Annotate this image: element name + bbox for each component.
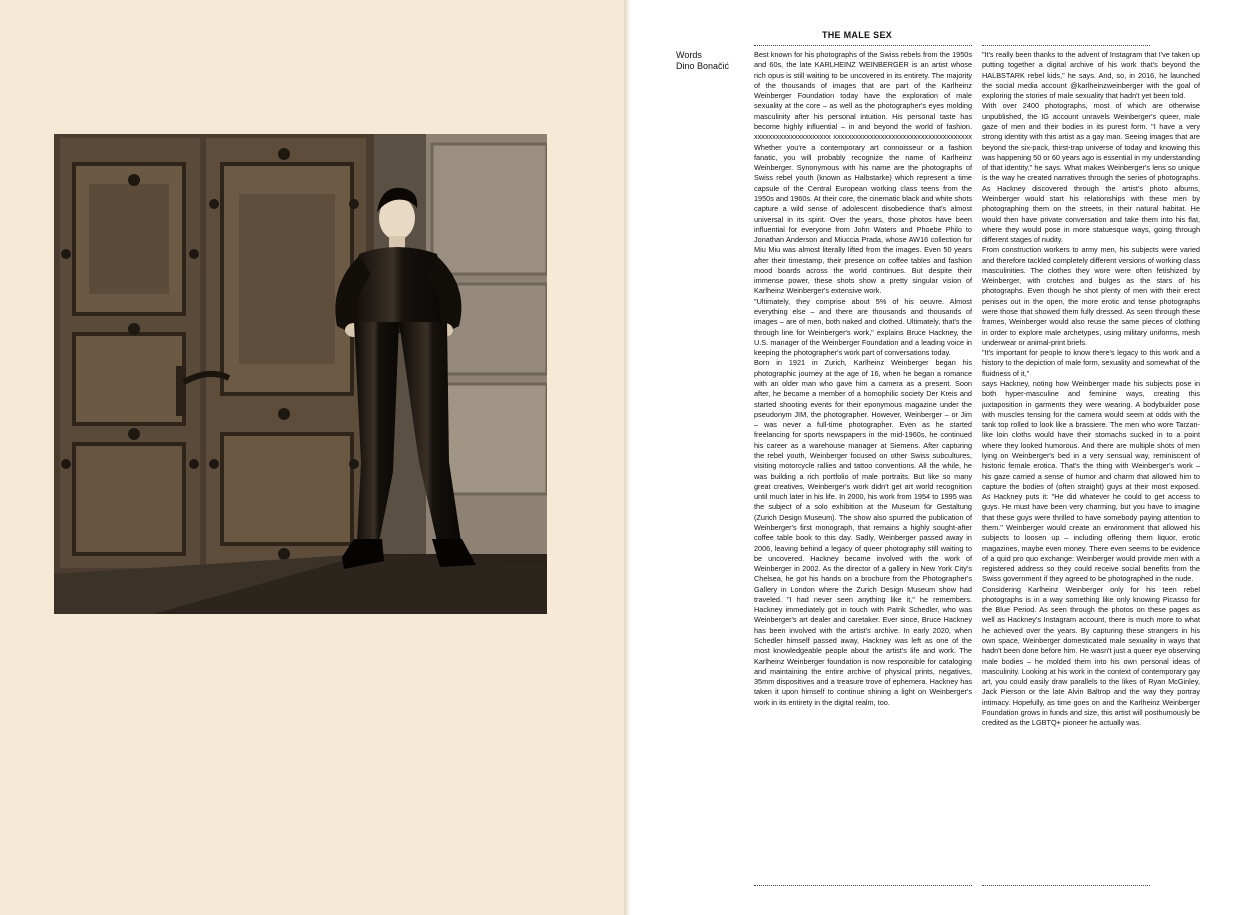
article-column-2 [982,50,1200,896]
paragraph: "It's important for people to know there's legacy to this work and a history to the depiction of male form, sexuality and somewhat of the fluidness of it," [982,348,1200,378]
byline [676,50,729,72]
top-rule-right [982,45,1150,46]
byline-label: Words [676,50,702,60]
section-title: THE MALE SEX [821,30,893,40]
article-column-1 [754,50,972,896]
paragraph: Born in 1921 in Zurich, Karlheinz Weinberger began his photographic journey at the age of 16, when he began a romance with an older man who gave him a camera as a present. Soon after, he became a member of a homophilic society Der Kreis and started shooting events for their eponymous magazine under the pseudonym JIM, the photographer. However, Weinberger – or Jim – was never a full-time photographer. Even as he started freelancing for sports newspapers in the mid-1960s, he continued his career as a warehouse manager at Siemens. After capturing the rebel youth, Weinberger focused on other Swiss subcultures, visiting motorcycle rallies and tattoo conventions. All the while, he was building a rich portfolio of male portraits. But like so many great creatives, Weinberger's work didn't get art world recognition until much later in his life. In 2000, his work from 1954 to 1995 was the subject of a solo exhibition at the Museum für Gestaltung (Zurich Design Museum). The show also spurred the publication of Weinberger's first monograph, that remains a highly sought-after coffee table book to this day. Sadly, Weinberger passed away in 2006, leaving behind a legacy of queer photography still waiting to be uncovered. Hackney became involved with the work of Weinberger in 2002. As the director of a gallery in New York City's Chelsea, he got his hands on a brochure from the Photographer's Gallery in London where the Zurich Design Museum show had traveled. "I had never seen anything like it," he remembers. Hackney immediately got in touch with Patrik Schedler, who was Weinberger's art dealer and caretaker. Ever since, Bruce Hackney has been involved with the artist's archive. In early 2020, when Schedler himself passed away, Hackney was left as one of the most knowledgeable people about the artist's life and work. The Karlheinz Weinberger foundation is now responsible for cataloging and maintaining the entire archive of physical prints, negatives, 35mm dispositives and a treasure trove of ephemera. Hackney has taken it upon himself to continue shining a light on Weinberger's work in its entirety in the digital realm, too. [754,358,972,707]
paragraph: Best known for his photographs of the Swiss rebels from the 1950s and 60s, the late KARLHEINZ WEINBERGER is an artist whose rich opus is still waiting to be uncovered in its entirety. The majority of the thousands of images that are part of the Karlheinz Weinberger Foundation today have the exploration of male sexuality at the core – as well as the photographer's eyes molding masculinity after his personal intuition. His personal taste has become highly influential – in and beyond the world of fashion. xxxxxxxxxxxxxxxxxxxxx xxxxxxxxxxxxxxxxxxxxxxxxxxxxxxxxxxxxxx Whether you're a contemporary art connoisseur or a fashion fanatic, you will probably recognize the name of Karlheinz Weinberger. Synonymous with his name are the photographs of Swiss rebel youth (known as Halbstarke) which represent a time capsule of the Central European working class teens from the 1950s and 1960s. At their core, the cinematic black and white shots capture a wild sense of adolescent disobedience that's almost universal in its spirit. Over the years, those photos have been influential for everyone from John Waters and Phoebe Philo to Jonathan Anderson and Miuccia Prada, whose AW16 collection for Miu Miu was almost literally lifted from the images. Even 50 years after their timestamp, their presence on coffee tables and fashion mood boards across the world continues. But despite their immense power, these shots show a pretty singular vision of Karlheinz Weinberger's extensive work. [754,50,972,296]
paragraph: "It's really been thanks to the advent of Instagram that I've taken up putting together a digital archive of his work that's beyond the HALBSTARK rebel kids," he says. And, so, in 2016, he launched the social media account @karlheinzweinberger with the goal of exploring the stories of male sexuality that hadn't yet been told. [982,50,1200,101]
left-page [0,0,624,915]
paragraph: Considering Karlheinz Weinberger only for his teen rebel photographs is in a way something like only knowing Picasso for the Blue Period. As seen through the photos on these pages as well as Hackney's Instagram account, there is much more to what he achieved over the years. By capturing these strangers in his own space, Weinberger domesticated male sexuality in ways that hadn't been done before him. He wasn't just a queer eye observing male bodies – he molded them into his own personal ideas of masculinity. Looking at his work in the context of contemporary gay art, you could easily draw parallels to the likes of Ryan McGinley, Jack Pierson or the late Alvin Baltrop and the way they portray intimacy. Hopefully, as time goes on and the Karlheinz Weinberger Foundation grows in funds and size, this artist will posthumously be credited as the LGBTQ+ pioneer he actually was. [982,584,1200,728]
top-rule-left [754,45,972,46]
bottom-rule-right [982,885,1150,886]
byline-author: Dino Bonačić [676,61,730,71]
paragraph: From construction workers to army men, his subjects were varied and therefore tackled completely different versions of working class masculinities. The clothes they wore were often fetishized by Weinberger, with crotches and bulges as the stars of his photographs. Even though he shot plenty of men with their erect penises out in the open, the more erotic and tense photographs were those that showed them fully dressed. As seen through these frames, Weinberger would also reuse the same pieces of clothing in order to explore male archetypes, using military uniforms, mesh underwear or animal-print briefs. [982,245,1200,347]
bottom-rule-left [754,885,972,886]
portrait-photo-image [54,134,547,614]
portrait-photo [54,134,547,614]
right-page [630,0,1250,915]
paragraph: With over 2400 photographs, most of which are otherwise unpublished, the IG account unravels Weinberger's queer, male gaze of men and their bodies in its purest form. "I have a very strong identity with this artist as a gay man. Seeing images that are beyond the six-pack, thirst-trap universe of today and knowing this was happening 50 or 60 years ago is essential in my understanding of that identity," he says. What makes Weinberger's lens so unique is the way he created narratives through the series of photographs. As Hackney discovered through the artist's photo albums, Weinberger would start his relationships with these men by photographing them on the streets, in their natural habitat. He would then have private conversation and take them into his flat, where they would pose in more statuesque ways, going through different stages of nudity. [982,101,1200,245]
paragraph: says Hackney, noting how Weinberger made his subjects pose in both hyper-masculine and feminine ways, creating this juxtaposition in garments they were wearing. A bodybuilder pose with muscles tensing for the camera would seem at odds with the tank top rolled to look like a brassiere. The men who wore Tarzan-like loin cloths would have their stomachs sucked in to a point where they looked humorous. And there are multiple shots of men lying on Weinberger's bed in a very sensual way, reminiscent of historic female erotica. That's the thing with Weinberger's work – his gaze carried a sense of humor and charm that allowed him to capture the bodies of (often straight) guys at their most exposed. As Hackney puts it: "He did whatever he could to get access to guys. He must have been very charming, but you have to imagine that these guys were thrilled to have somebody paying attention to them." Weinberger would create an environment that allowed his subjects to loosen up – including offering them liquor, erotic magazines, maybe even money. There even seems to be evidence of a quid pro quo exchange: Weinberger would provide men with a registered address so they could receive social benefits from the Swiss government if they agreed to be photographed in the nude. [982,379,1200,584]
paragraph: "Ultimately, they comprise about 5% of his oeuvre. Almost everything else – and there are thousands and thousands of images – are of men, both naked and clothed. Ultimately, that's the through line for Weinberger's work," explains Bruce Hackney, the U.S. manager of the Weinberger Foundation and a leading voice in keeping the photographer's work part of conversations today. [754,296,972,358]
